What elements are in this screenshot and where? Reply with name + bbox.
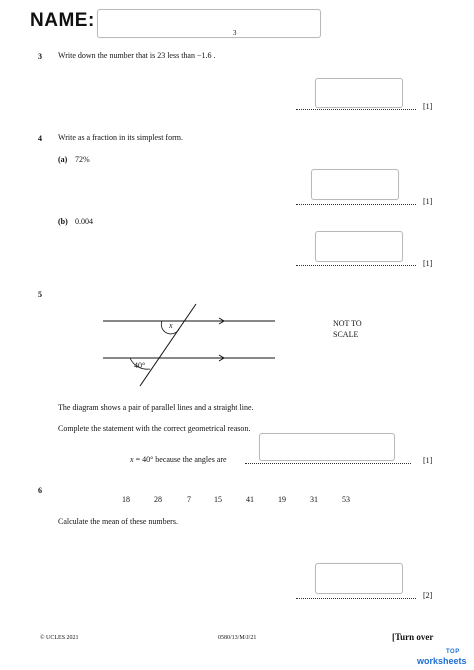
- question-3-text: Write down the number that is 23 less than −1.6 .: [58, 51, 216, 60]
- number-item: 28: [154, 495, 162, 504]
- question-5-text-2: Complete the statement with the correct geometrical reason.: [58, 424, 251, 433]
- question-4a-value: 72%: [75, 155, 90, 164]
- number-item: 18: [122, 495, 130, 504]
- question-4-text: Write as a fraction in its simplest form.: [58, 133, 183, 142]
- question-4a-label: (a): [58, 155, 68, 164]
- statement-rest: = 40° because the angles are: [133, 455, 227, 464]
- footer-code: 0580/13/M/J/21: [218, 635, 257, 641]
- question-4a-marks: [1]: [423, 197, 433, 206]
- question-5-answer-box[interactable]: [259, 433, 395, 461]
- number-item: 15: [214, 495, 222, 504]
- footer-copyright: © UCLES 2021: [40, 635, 79, 641]
- question-6-answer-line: [296, 598, 416, 599]
- number-item: 19: [278, 495, 286, 504]
- question-3-marks: [1]: [423, 102, 433, 111]
- number-item: 41: [246, 495, 254, 504]
- question-4b-marks: [1]: [423, 259, 433, 268]
- question-5-number: 5: [38, 290, 42, 299]
- footer-turn-over: [Turn over: [392, 632, 434, 642]
- page-number: 3: [233, 29, 237, 37]
- question-4-number: 4: [38, 134, 42, 143]
- statement-x: x: [130, 455, 134, 464]
- question-6-answer-box[interactable]: [315, 563, 403, 594]
- not-to-scale-line1: NOT TO: [333, 319, 362, 328]
- question-6-number: 6: [38, 486, 42, 495]
- question-3-number: 3: [38, 52, 42, 61]
- not-to-scale-line2: SCALE: [333, 330, 359, 339]
- logo-top-text: TOP: [446, 649, 460, 655]
- question-5-statement: [130, 455, 227, 465]
- name-label: NAME:: [30, 10, 95, 31]
- question-5-marks: [1]: [423, 456, 433, 465]
- question-6-marks: [2]: [423, 591, 433, 600]
- logo-worksheets-text: worksheets: [417, 656, 467, 666]
- angle-x-label: x: [169, 321, 173, 330]
- question-4b-label: (b): [58, 217, 68, 226]
- question-4b-value: 0.004: [75, 217, 93, 226]
- angle-40-label: 40°: [134, 361, 146, 370]
- question-6-text: Calculate the mean of these numbers.: [58, 517, 178, 526]
- number-item: 31: [310, 495, 318, 504]
- number-item: 53: [342, 495, 350, 504]
- transversal-line: [140, 304, 196, 386]
- question-5-text-1: The diagram shows a pair of parallel lines and a straight line.: [58, 403, 254, 412]
- number-item: 7: [187, 495, 191, 504]
- question-5-answer-line: [245, 463, 411, 464]
